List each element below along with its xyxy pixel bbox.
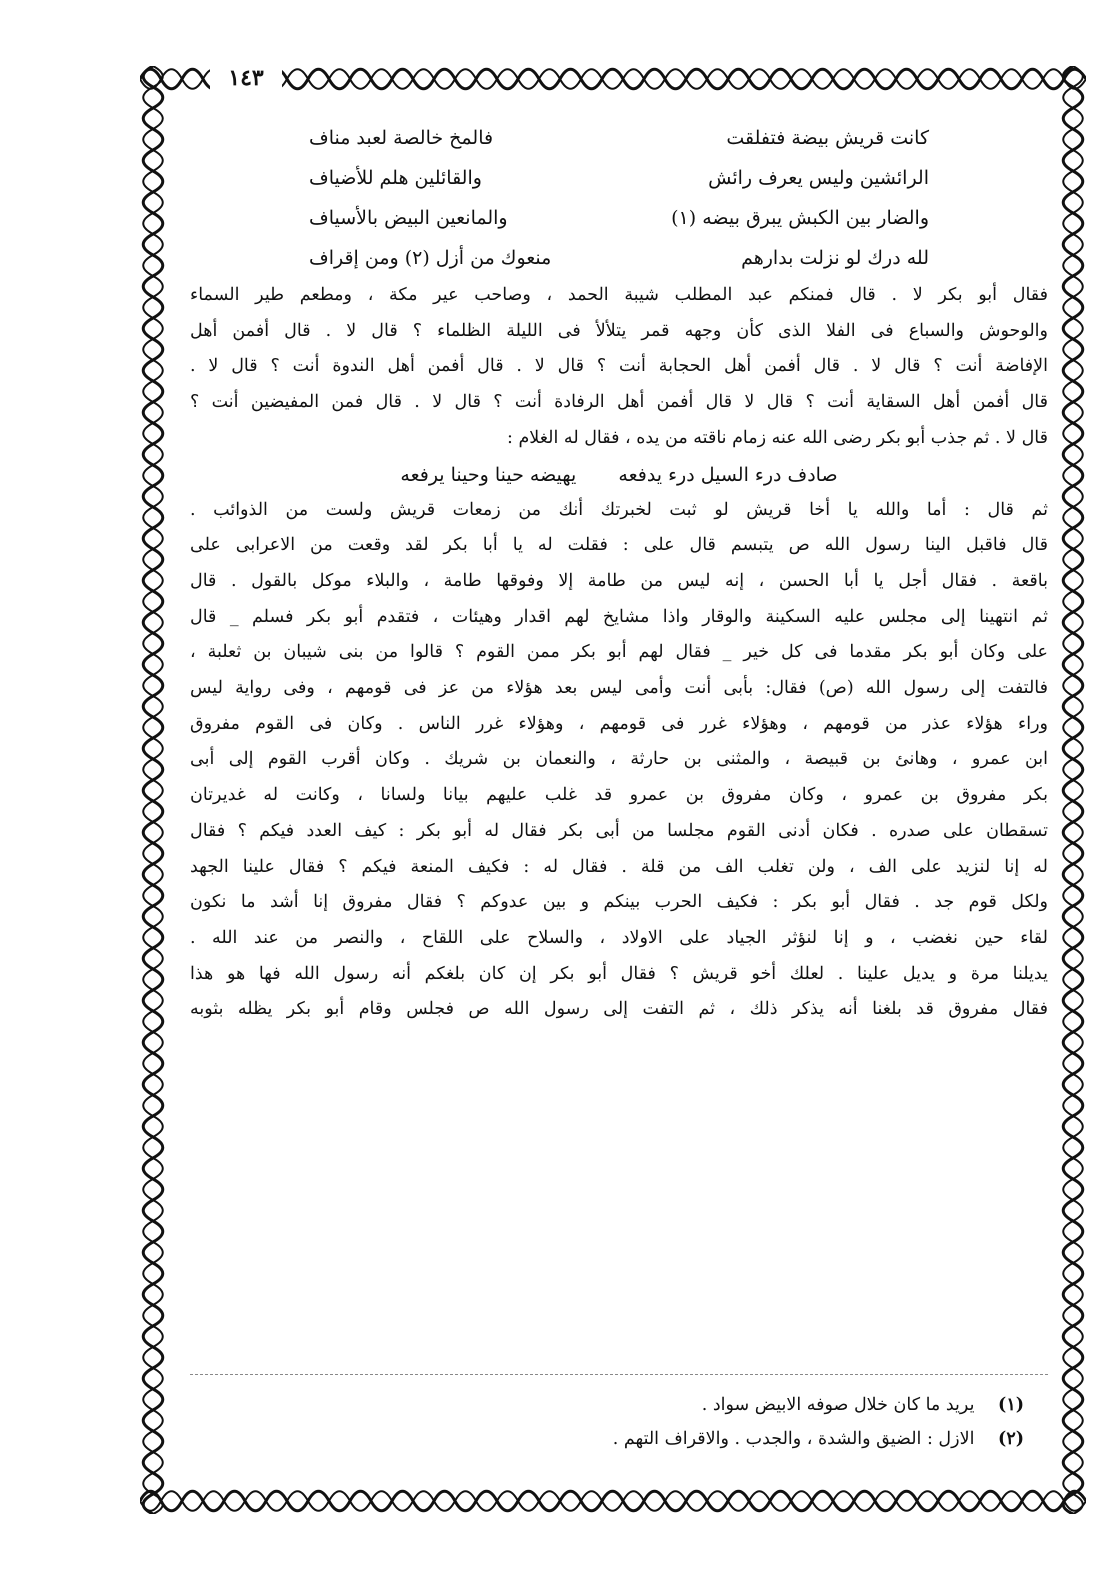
footnote-text: الازل : الضيق والشدة ، والجدب . والاقراف التهم . xyxy=(612,1429,975,1449)
border-left-ornament xyxy=(140,66,166,1514)
verse-first-hemistich: لله درك لو نزلت بدارهم xyxy=(741,247,929,269)
text-line: قال فاقبل الينا رسول الله ص يتبسم قال على : فقلت له يا أبا بكر لقد وقعت من الاعرابى على xyxy=(190,535,1048,556)
border-right-ornament xyxy=(1060,66,1086,1514)
text-line: ولكل قوم جد . فقال أبو بكر : فكيف الحرب بينكم و بين عدوكم ؟ فقال مفروق إنا أشد ما نكون xyxy=(190,892,1048,913)
text-line: باقعة . فقال أجل يا أبا الحسن ، إنه ليس من طامة إلا وفوقها طامة ، والبلاء موكل بالقول . قال xyxy=(190,570,1048,591)
text-line: له إنا لنزيد على الف ، ولن تغلب الف من قلة . فقال له : فكيف المنعة فيكم ؟ فقال علينا الجهد xyxy=(190,856,1048,877)
footnote-separator xyxy=(190,1374,1048,1375)
poem-verse xyxy=(309,118,929,158)
verse-second-hemistich: منعوك من أزل (٢) ومن إقراف xyxy=(309,247,552,269)
poem-verse xyxy=(309,198,929,238)
border-bottom xyxy=(140,1488,1086,1514)
verse-second-hemistich: فالمخ خالصة لعبد مناف xyxy=(309,127,494,149)
text-line: ابن عمرو ، وهانئ بن قبيصة ، والمثنى بن حارثة ، والنعمان بن شريك . وكان أقرب القوم إلى أبى xyxy=(190,749,1048,770)
text-line: لقاء حين نغضب ، و إنا لنؤثر الجياد على الاولاد ، والسلاح على اللقاح ، والنصر من عند الله . xyxy=(190,927,1048,948)
text-line: وراء هؤلاء عذر من قومهم ، وهؤلاء غرر فى قومهم ، وهؤلاء غرر الناس . وكان فى القوم مفروق xyxy=(190,713,1048,734)
text-line: والوحوش والسباع فى الفلا الذى كأن وجهه قمر يتلألأ فى الليلة الظلماء ؟ قال لا . قال أفمن أهل xyxy=(190,320,1048,341)
border-bottom-ornament xyxy=(140,1488,1086,1514)
footnote xyxy=(190,1422,1048,1456)
footnotes xyxy=(190,1388,1048,1456)
main-text xyxy=(190,118,1048,1028)
poem xyxy=(309,118,929,278)
text-line: فالتفت إلى رسول الله (ص) فقال: بأبى أنت وأمى ليس بعد هؤلاء من عز فى قومهم ، وفى رواية ليس xyxy=(190,678,1048,699)
text-line: قال أفمن أهل السقاية أنت ؟ قال لا قال أفمن أهل الرفادة أنت ؟ قال لا . قال فمن المفيضين أنت ؟ xyxy=(190,392,1048,413)
footnote xyxy=(190,1388,1048,1422)
text-line: ثم قال : أما والله يا أخا قريش لو ثبت لخبرتك أنك من زمعات قريش ولست من الذوائب . xyxy=(190,499,1048,520)
inline-verse xyxy=(190,457,1048,493)
text-line: ثم انتهينا إلى مجلس عليه السكينة والوقار واذا مشايخ لهم اقدار وهيئات ، فتقدم أبو بكر فسلم _ قال xyxy=(190,606,1048,627)
text-line: الإفاضة أنت ؟ قال لا . قال أفمن أهل الحجابة أنت ؟ قال لا . قال أفمن أهل الندوة أنت ؟ قال لا . xyxy=(190,356,1049,377)
poem-verse xyxy=(309,158,929,198)
text-line: يديلنا مرة و يديل علينا . لعلك أخو قريش ؟ فقال أبو بكر إن كان بلغكم أنه رسول الله فها هو هذا xyxy=(190,963,1048,984)
inline-verse-first: صادف درء السيل درء يدفعه xyxy=(618,463,838,486)
prose-part-1 xyxy=(190,278,1048,457)
prose-part-2 xyxy=(190,493,1048,1029)
text-line: بكر مفروق بن عمرو ، وكان مفروق بن عمرو قد غلب عليهم بيانا ولسانا ، وكانت له غديرتان xyxy=(190,785,1048,806)
footnote-text: يريد ما كان خلال صوفه الابيض سواد . xyxy=(701,1395,975,1415)
verse-first-hemistich: والضار بين الكبش يبرق بيضه (١) xyxy=(671,207,929,229)
verse-second-hemistich: والمانعين البيض بالأسياف xyxy=(309,207,508,229)
text-line: تسقطان على صدره . فكان أدنى القوم مجلسا من أبى بكر فقال له أبو بكر : كيف العدد فيكم ؟ فقال xyxy=(190,820,1048,841)
footnote-number: (١) xyxy=(998,1395,1024,1415)
text-line: فقال أبو بكر لا . قال فمنكم عبد المطلب شيبة الحمد ، وصاحب عير مكة ، ومطعم طير السماء xyxy=(190,285,1048,305)
footnote-number: (٢) xyxy=(998,1429,1024,1449)
text-line: على وكان أبو بكر مقدما فى كل خير _ فقال لهم أبو بكر ممن القوم ؟ قالوا من بنى شيبان بن ثعلبة ، xyxy=(190,642,1048,663)
border-left xyxy=(140,66,166,1514)
poem-verse xyxy=(309,238,929,278)
verse-first-hemistich: الرائشين وليس يعرف رائش xyxy=(708,167,929,189)
text-line: قال لا . ثم جذب أبو بكر رضى الله عنه زمام ناقته من يده ، فقال له الغلام : xyxy=(507,427,1048,448)
border-right xyxy=(1060,66,1086,1514)
text-line: فقال مفروق قد بلغنا أنه يذكر ذلك ، ثم التفت إلى رسول الله ص فجلس وقام أبو بكر يظله بثوبه xyxy=(190,999,1048,1020)
verse-second-hemistich: والقائلين هلم للأضياف xyxy=(309,167,482,189)
page-number: ١٤٣ xyxy=(210,62,282,94)
inline-verse-second: يهيضه حينا وحينا يرفعه xyxy=(400,463,577,486)
verse-first-hemistich: كانت قريش بيضة فتفلقت xyxy=(726,127,929,149)
